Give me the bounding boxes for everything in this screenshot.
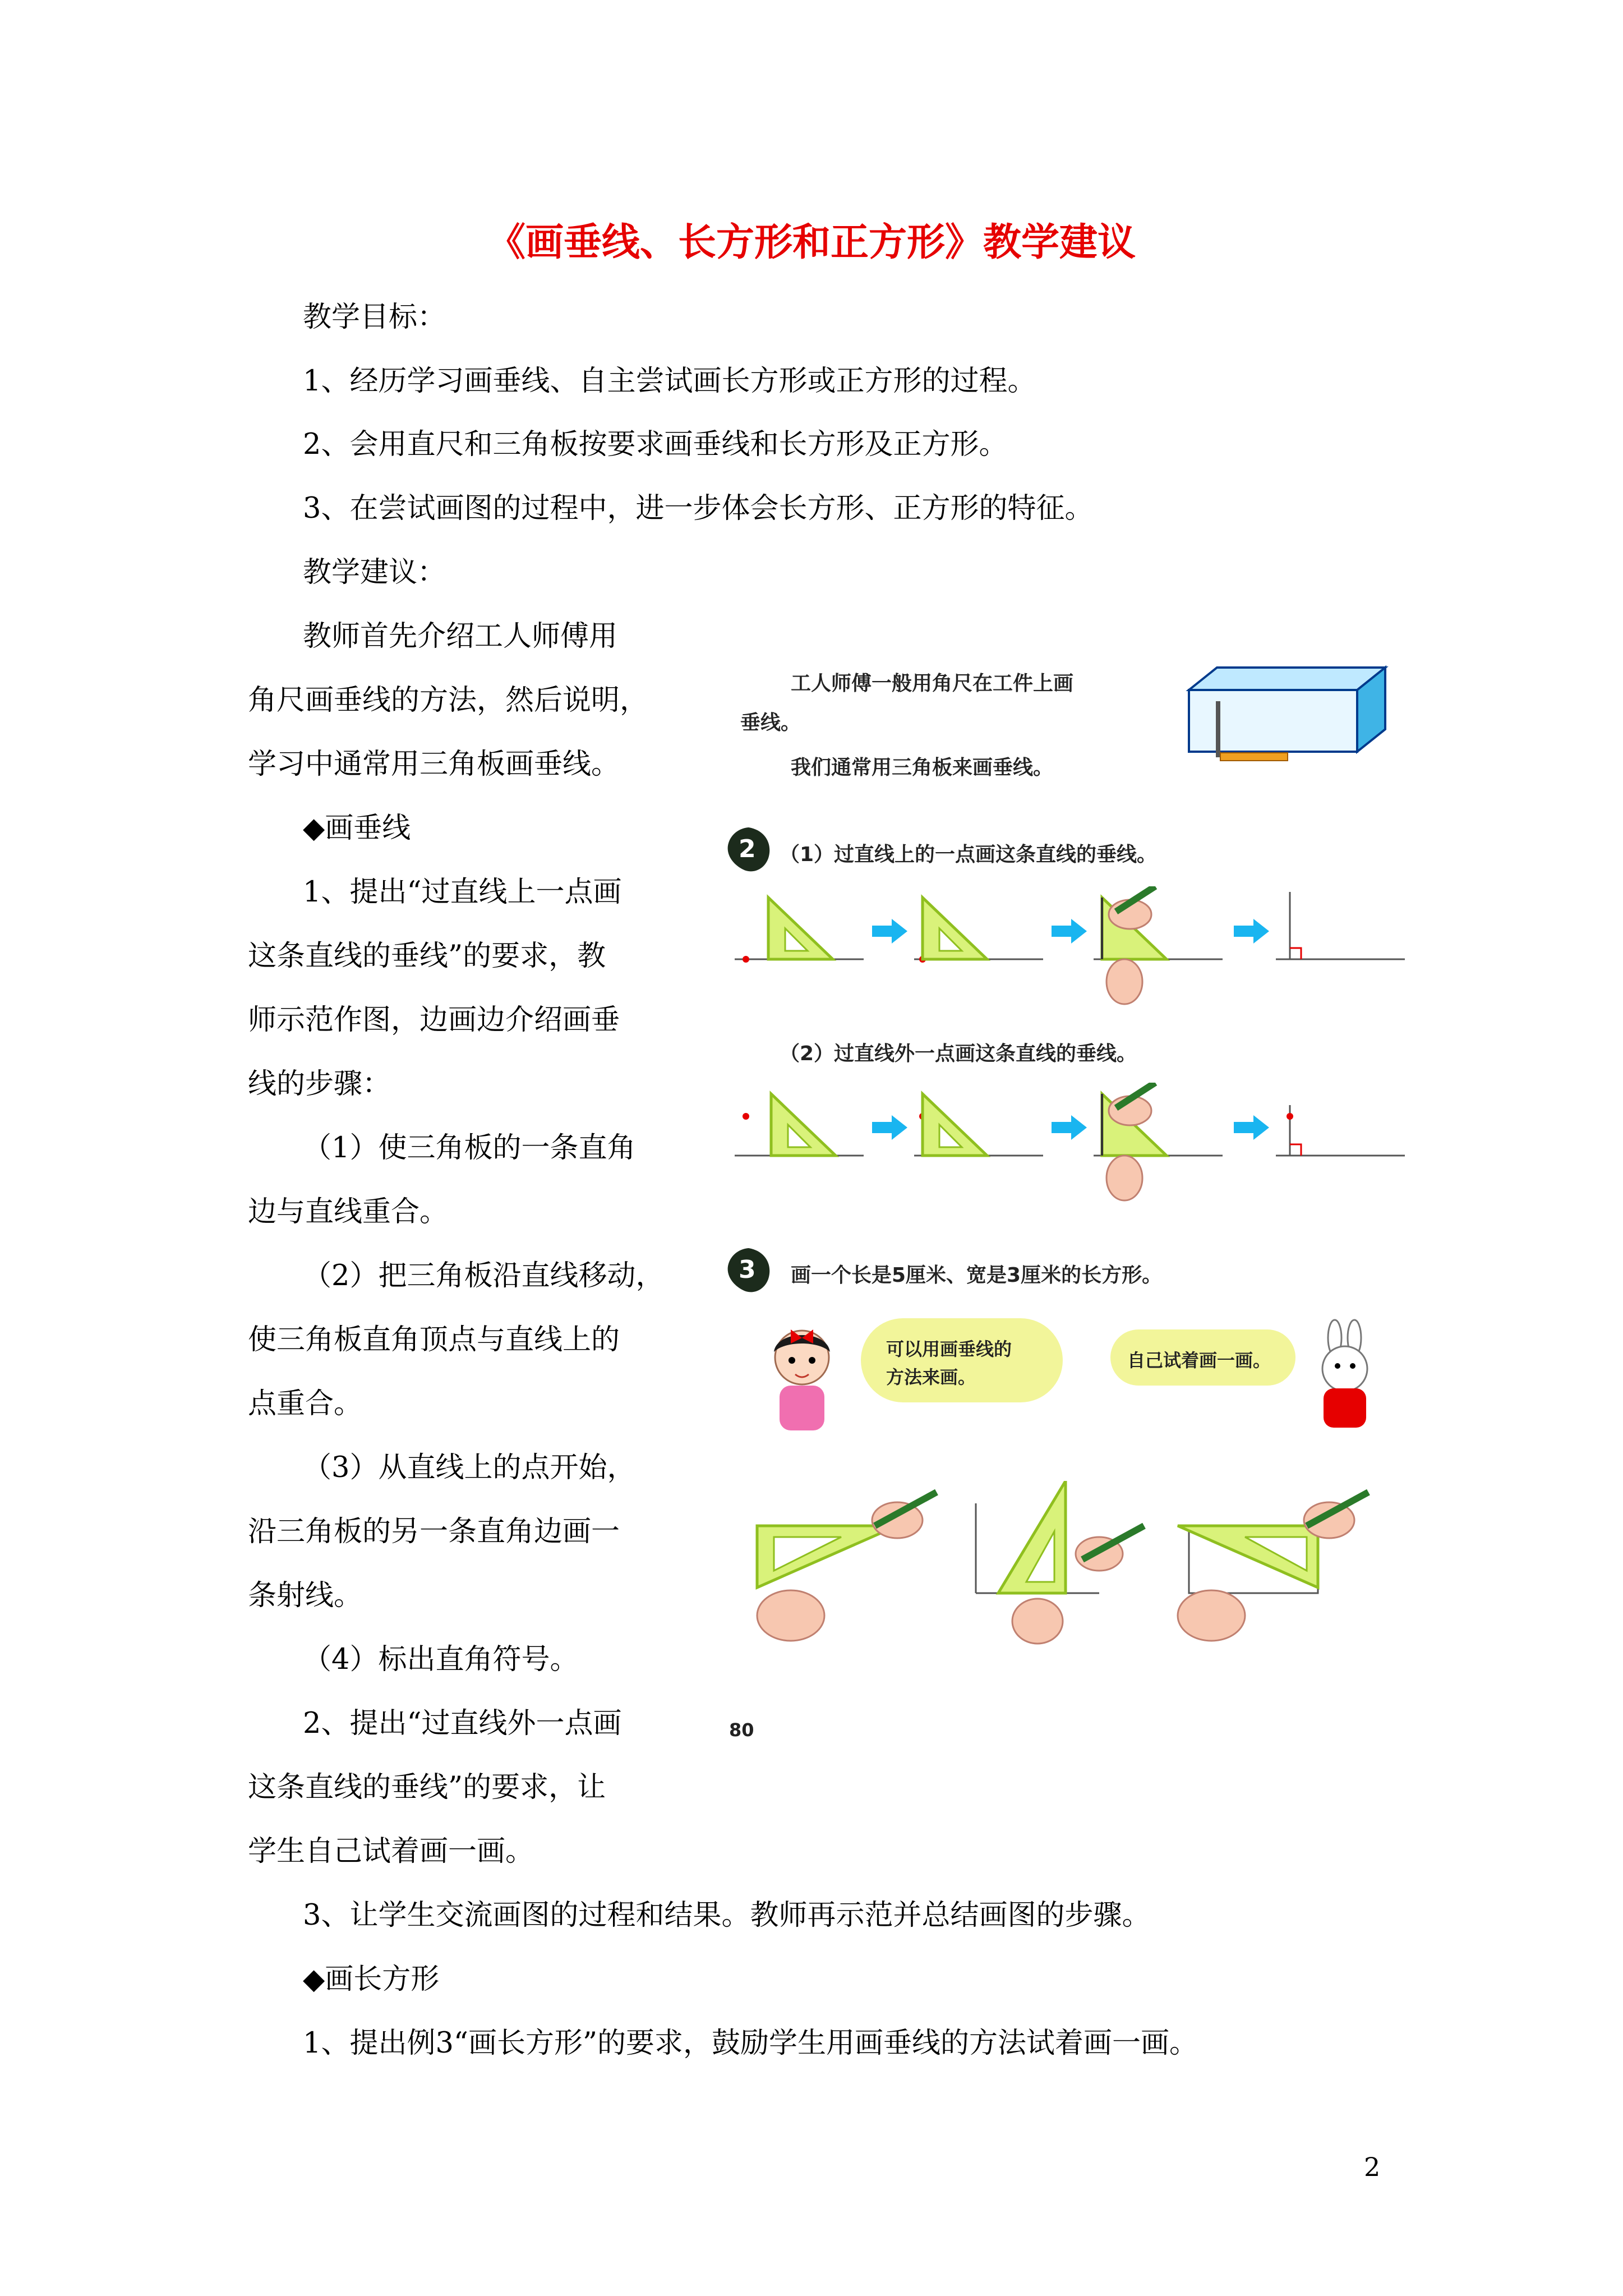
steps-off-line-diagram [729, 1083, 1424, 1206]
step-line: 沿三角板的另一条直角边画一 [248, 1515, 620, 1548]
paragraph-line: 1、提出例3“画长方形”的要求，鼓励学生用画垂线的方法试着画一画。 [303, 2027, 1198, 2060]
example-2-badge [723, 825, 774, 875]
workpiece-illustration [1172, 656, 1396, 769]
advice-heading: 教学建议： [303, 556, 446, 589]
step-line: （2）把三角板沿直线移动， [303, 1259, 665, 1292]
step-line: （3）从直线上的点开始， [303, 1451, 636, 1484]
example-3-number: 3 [739, 1255, 756, 1284]
step-line: 点重合。 [248, 1387, 363, 1420]
step-line: 边与直线重合。 [248, 1195, 449, 1228]
steps-on-line-diagram [729, 886, 1424, 1010]
paragraph-line: 1、提出“过直线上一点画 [303, 876, 622, 909]
section-heading: ◆画垂线 [303, 812, 411, 845]
book-page-number: 80 [729, 1719, 754, 1741]
page-title: 《画垂线、长方形和正方形》教学建议 [487, 220, 1136, 265]
paragraph-line: 3、让学生交流画图的过程和结果。教师再示范并总结画图的步骤。 [303, 1899, 1151, 1932]
example-3-question: 画一个长是5厘米、宽是3厘米的长方形。 [791, 1264, 1163, 1287]
paragraph-line: 角尺画垂线的方法，然后说明， [248, 684, 649, 717]
textbook-figure [718, 651, 1447, 1761]
figure-intro-line: 工人师傅一般用角尺在工件上画 [791, 672, 1074, 695]
paragraph-line: 学习中通常用三角板画垂线。 [248, 748, 620, 781]
speech-bubble-rabbit [1110, 1329, 1295, 1386]
rectangle-drawing-steps [751, 1481, 1391, 1649]
example-2-number: 2 [739, 835, 756, 863]
girl-character [751, 1318, 852, 1436]
step-line: （4）标出直角符号。 [303, 1643, 579, 1676]
paragraph-line: 师示范作图，边画边介绍画垂 [248, 1004, 620, 1037]
step-line: 使三角板直角顶点与直线上的 [248, 1323, 620, 1356]
paragraph-line: 教师首先介绍工人师傅用 [303, 620, 618, 653]
bubble-girl-line: 方法来画。 [886, 1366, 976, 1388]
page-number: 2 [1364, 2152, 1381, 2182]
paragraph-line: 线的步骤： [248, 1068, 391, 1101]
goal-item: 2、会用直尺和三角板按要求画垂线和长方形及正方形。 [303, 428, 1008, 461]
goal-item: 1、经历学习画垂线、自主尝试画长方形或正方形的过程。 [303, 365, 1036, 398]
paragraph-line: 这条直线的垂线”的要求，教 [248, 940, 606, 973]
figure-intro-line: 我们通常用三角板来画垂线。 [791, 756, 1054, 779]
bubble-girl-line: 可以用画垂线的 [886, 1338, 1012, 1360]
example-2-question-2: （2）过直线外一点画这条直线的垂线。 [780, 1042, 1137, 1065]
goals-heading: 教学目标： [303, 301, 446, 334]
step-line: （1）使三角板的一条直角 [303, 1131, 636, 1165]
step-line: 条射线。 [248, 1579, 363, 1612]
paragraph-line: 学生自己试着画一画。 [248, 1835, 534, 1868]
example-2-question-1: （1）过直线上的一点画这条直线的垂线。 [780, 843, 1158, 866]
paragraph-line: 2、提出“过直线外一点画 [303, 1707, 622, 1740]
paragraph-line: 这条直线的垂线”的要求，让 [248, 1771, 606, 1804]
speech-bubble-girl [861, 1318, 1063, 1402]
bubble-rabbit-text: 自己试着画一画。 [1127, 1350, 1271, 1371]
section-heading: ◆画长方形 [303, 1963, 440, 1996]
rabbit-character [1301, 1318, 1385, 1430]
goal-item: 3、在尝试画图的过程中，进一步体会长方形、正方形的特征。 [303, 492, 1094, 525]
example-3-badge [723, 1245, 774, 1296]
figure-intro-line: 垂线。 [740, 711, 801, 734]
